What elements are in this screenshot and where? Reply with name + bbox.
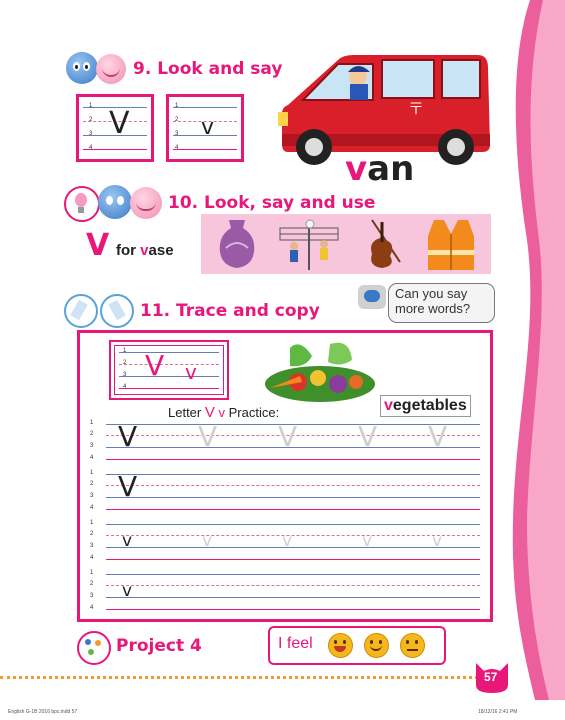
- practice-lower-v: v: [218, 405, 225, 420]
- row-3-letter: v: [122, 531, 133, 551]
- section-9-title: 9. Look and say: [133, 59, 283, 79]
- line-number: 2: [90, 481, 94, 487]
- practice-upper-v: V: [204, 404, 215, 421]
- date-info: 18/12/16 2:41 PM: [478, 709, 518, 715]
- line-number: 3: [90, 543, 94, 549]
- section-10-title: 10. Look, say and use: [168, 193, 376, 213]
- practice-frame: [77, 330, 493, 622]
- line-number: 4: [175, 145, 179, 151]
- line-number: 2: [90, 431, 94, 437]
- blue-face-icon: [66, 52, 98, 84]
- letter-v-lower: v: [201, 115, 215, 140]
- ghost-letter: V: [278, 420, 298, 453]
- line-number: 3: [90, 593, 94, 599]
- big-letter-v: V: [86, 228, 110, 263]
- file-info: English G-1B 2016 bpc.indd 57: [8, 709, 78, 715]
- line-number: 3: [90, 493, 94, 499]
- van-word: [345, 150, 414, 188]
- line-number: 3: [90, 443, 94, 449]
- van-word-rest: an: [367, 149, 415, 189]
- svg-text:〒: 〒: [408, 99, 425, 118]
- ghost-letter: V: [358, 420, 378, 453]
- for-vase-text: for vase: [116, 242, 174, 259]
- ghost-letter: v: [202, 531, 213, 551]
- line-number: 3: [89, 131, 93, 137]
- example-letter-box: [109, 340, 229, 400]
- ghost-letter: v: [432, 531, 443, 551]
- line-number: 1: [175, 103, 179, 109]
- project-icon: [77, 631, 111, 665]
- page-number: 57: [484, 670, 498, 684]
- van-word-v: v: [345, 149, 368, 189]
- happy-face-icon[interactable]: [328, 633, 353, 658]
- practice-label: Letter V v Practice:: [168, 404, 280, 421]
- vegetables-v: v: [384, 397, 393, 414]
- line-number: 1: [90, 520, 94, 526]
- lightbulb-icon: [64, 186, 100, 222]
- vest-icon: [424, 216, 478, 272]
- example-lower-v: v: [185, 360, 197, 384]
- more-words-bubble: [388, 283, 495, 323]
- project-title: Project 4: [116, 636, 202, 656]
- i-feel-label: I feel: [278, 635, 313, 652]
- line-number: 1: [90, 470, 94, 476]
- blue-face-icon: [98, 185, 132, 219]
- row-4-letter: v: [122, 581, 133, 601]
- letter-v-upper: V: [109, 106, 130, 141]
- ghost-letter: v: [282, 531, 293, 551]
- violin-icon: [360, 216, 408, 272]
- line-number: 1: [90, 570, 94, 576]
- line-number: 2: [175, 117, 179, 123]
- practice-row-1: [90, 419, 480, 465]
- practice-row-2: [90, 469, 480, 515]
- line-number: 3: [175, 131, 179, 137]
- line-number: 1: [89, 103, 93, 109]
- pencil-trace-icon: [64, 294, 98, 328]
- line-number: 2: [90, 531, 94, 537]
- pencil-write-icon: [100, 294, 134, 328]
- trace-box-uppercase: [76, 94, 154, 162]
- vase-v: v: [140, 242, 149, 259]
- i-feel-box: [268, 626, 446, 665]
- practice-row-3: [90, 519, 480, 565]
- line-number: 2: [89, 117, 93, 123]
- line-number: 4: [90, 505, 94, 511]
- line-number: 4: [89, 145, 93, 151]
- line-number: 4: [90, 455, 94, 461]
- section-11-title: 11. Trace and copy: [140, 301, 320, 321]
- line-number: 4: [90, 605, 94, 611]
- vase-icon: [212, 218, 262, 270]
- practice-row-4: [90, 569, 480, 615]
- row-1-letter: V: [118, 420, 138, 453]
- bubble-line-2: more words?: [395, 301, 471, 316]
- example-upper-v: V: [145, 349, 165, 382]
- line-number: 2: [123, 360, 127, 366]
- line-number: 2: [90, 581, 94, 587]
- bubble-line-1: Can you say: [395, 286, 468, 301]
- line-number: 1: [90, 420, 94, 426]
- ghost-letter: V: [198, 420, 218, 453]
- footer-dotted-line: [0, 676, 490, 679]
- vegetables-rest: egetables: [392, 397, 467, 414]
- line-number: 4: [90, 555, 94, 561]
- line-number: 1: [123, 348, 127, 354]
- ghost-letter: V: [428, 420, 448, 453]
- smile-face-icon[interactable]: [364, 633, 389, 658]
- line-number: 3: [123, 372, 127, 378]
- line-number: 4: [123, 384, 127, 390]
- vegetables-illustration: [260, 338, 380, 408]
- pink-face-icon: [130, 187, 162, 219]
- volleyball-icon: [274, 218, 344, 270]
- speech-bubble-icon: [358, 285, 386, 309]
- ghost-letter: v: [362, 531, 373, 551]
- row-2-letter: V: [118, 470, 138, 503]
- trace-box-lowercase: [166, 94, 244, 162]
- page-edge-decoration: [505, 0, 565, 700]
- pink-face-icon: [96, 54, 126, 84]
- vegetables-label: [380, 395, 471, 417]
- neutral-face-icon[interactable]: [400, 633, 425, 658]
